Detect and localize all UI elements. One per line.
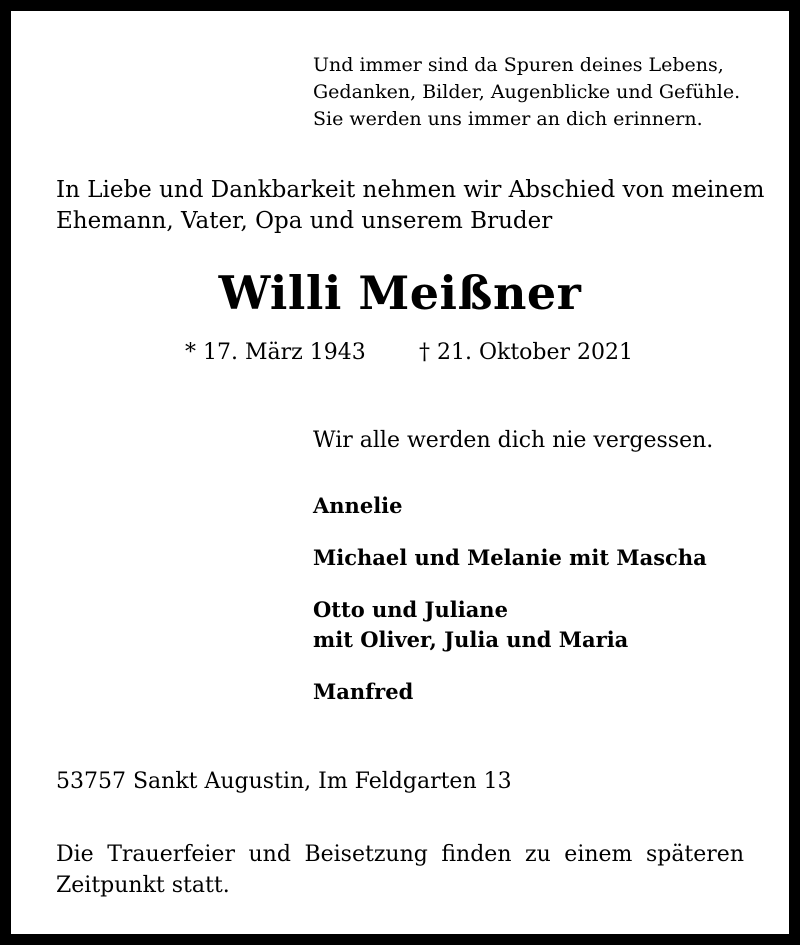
mourners-list	[313, 491, 707, 729]
birth-date: * 17. März 1943	[185, 340, 366, 365]
death-date: † 21. Oktober 2021	[419, 340, 634, 365]
poem-line: Und immer sind da Spuren deines Lebens,	[313, 54, 724, 76]
funeral-notice: Die Trauerfeier und Beisetzung finden zu einem späteren Zeitpunkt statt.	[56, 842, 744, 898]
memorial-poem	[313, 52, 740, 133]
mourner-entry	[313, 677, 707, 707]
poem-line: Sie werden uns immer an dich erinnern.	[313, 108, 703, 130]
mourner-name: Otto und Juliane	[313, 597, 508, 622]
poem-line: Gedanken, Bilder, Augenblicke und Gefühle.	[313, 81, 741, 103]
family-address: 53757 Sankt Augustin, Im Feldgarten 13	[56, 769, 512, 794]
mourner-name: mit Oliver, Julia und Maria	[313, 627, 629, 652]
intro-line: In Liebe und Dankbarkeit nehmen wir Abschied von meinem	[56, 177, 765, 203]
deceased-name: Willi Meißner	[218, 266, 582, 320]
mourner-entry	[313, 543, 707, 573]
mourner-name: Michael und Melanie mit Mascha	[313, 545, 707, 570]
mourner-entry	[313, 491, 707, 521]
farewell-intro	[56, 175, 765, 237]
mourner-name: Manfred	[313, 679, 414, 704]
intro-line: Ehemann, Vater, Opa und unserem Bruder	[56, 208, 553, 234]
mourner-entry	[313, 595, 707, 655]
mourner-name: Annelie	[313, 493, 403, 518]
farewell-line: Wir alle werden dich nie vergessen.	[313, 428, 714, 453]
